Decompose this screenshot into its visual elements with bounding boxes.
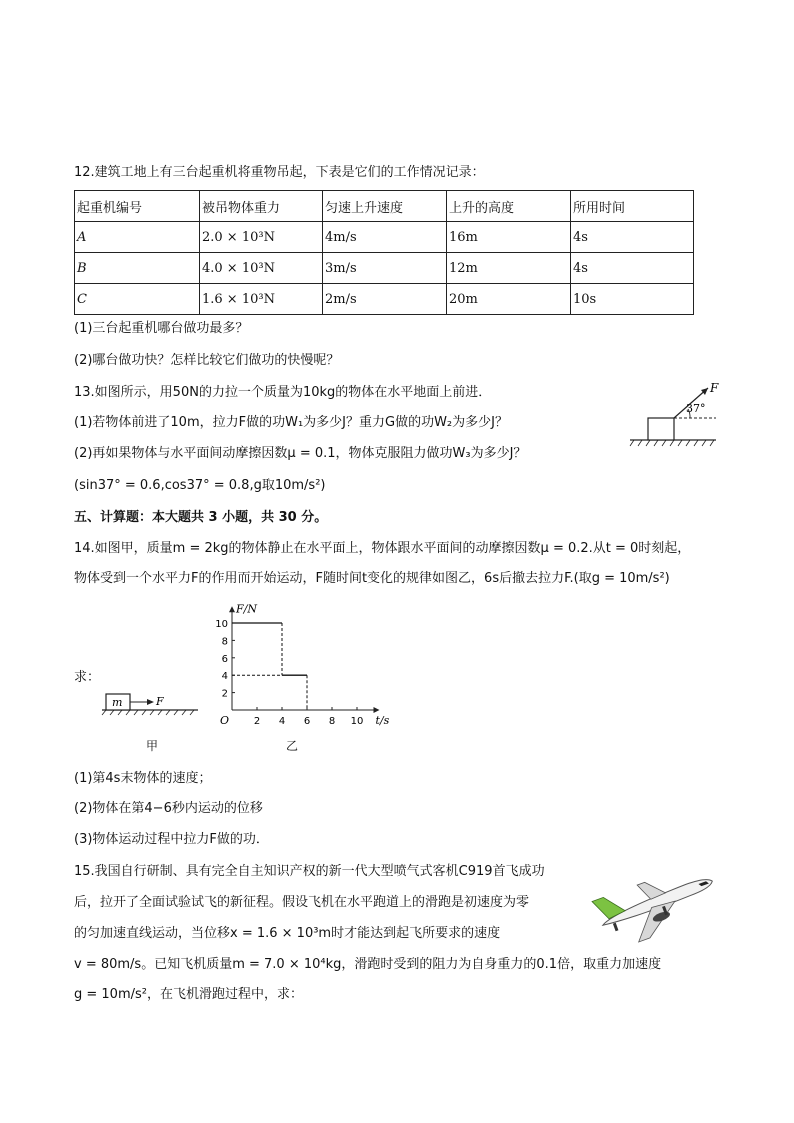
block-label: m	[112, 696, 123, 709]
header-cell: 被吊物体重力	[200, 191, 323, 222]
q15-line2: 后，拉开了全面试验试飞的新征程。假设飞机在水平跑道上的滑跑是初速度为零	[74, 895, 530, 910]
table-cell: 10s	[571, 284, 694, 315]
q13-figure	[628, 380, 718, 450]
header-cell: 上升的高度	[447, 191, 571, 222]
crane-table	[74, 190, 694, 315]
table-cell: A	[75, 222, 200, 253]
q13-stem: 13.如图所示，用50N的力拉一个质量为10kg的物体在水平地面上前进．	[74, 385, 492, 400]
table-cell: 4s	[571, 253, 694, 284]
y-tick-label: 4	[221, 671, 228, 683]
q14-sub2: (2)物体在第4−6秒内运动的位移	[74, 801, 263, 816]
q14-ask: 求：	[74, 670, 101, 685]
y-axis-arrow	[229, 606, 235, 612]
table-cell: 4.0 × 10³N	[200, 253, 323, 284]
q14-stem-line2: 物体受到一个水平力F的作用而开始运动，F随时间t变化的规律如图乙，6s后撤去拉力F.(取g = 10m/s²)	[74, 571, 670, 586]
table-cell: 3m/s	[323, 253, 447, 284]
q12-sub2: (2)哪台做功快？怎样比较它们做功的快慢呢？	[74, 353, 340, 368]
aircraft-image	[590, 862, 720, 942]
q12-sub1: (1)三台起重机哪台做功最多？	[74, 321, 249, 336]
table-cell: 2.0 × 10³N	[200, 222, 323, 253]
q12-stem: 12.建筑工地上有三台起重机将重物吊起，下表是它们的工作情况记录：	[74, 165, 485, 180]
table-row	[75, 284, 694, 315]
ground-hatch	[102, 710, 194, 715]
origin-label: O	[220, 714, 230, 727]
table-cell: B	[75, 253, 200, 284]
header-cell: 起重机编号	[75, 191, 200, 222]
header-cell: 匀速上升速度	[323, 191, 447, 222]
q15-line1: 15.我国自行研制、具有完全自主知识产权的新一代大型喷气式客机C919首飞成功	[74, 864, 545, 879]
y-tick-label: 10	[215, 619, 228, 630]
chart-caption: 乙	[286, 739, 299, 753]
force-label: F	[156, 695, 164, 708]
table-cell: 4m/s	[323, 222, 447, 253]
table-cell: 1.6 × 10³N	[200, 284, 323, 315]
force-label: F	[710, 381, 719, 395]
table-cell: 16m	[447, 222, 571, 253]
y-tick-label: 6	[221, 653, 228, 665]
figure-a-caption: 甲	[146, 739, 159, 753]
header-cell: 所用时间	[571, 191, 694, 222]
table-cell: 20m	[447, 284, 571, 315]
angle-label: 37°	[686, 402, 706, 415]
table-cell: 12m	[447, 253, 571, 284]
q14-sub1: (1)第4s末物体的速度；	[74, 771, 212, 786]
force-time-chart	[208, 602, 388, 732]
table-cell: 4s	[571, 222, 694, 253]
q14-figure-a	[102, 690, 212, 720]
q15-line4: v = 80m/s。已知飞机质量m = 7.0 × 10⁴kg，滑跑时受到的阻力为自身重力的0.1倍，取重力加速度	[74, 957, 662, 972]
q15-line3: 的匀加速直线运动，当位移x = 1.6 × 10³m时才能达到起飞所要求的速度	[74, 926, 501, 941]
q14-sub3: (3)物体运动过程中拉力F做的功．	[74, 832, 269, 847]
table-cell: C	[75, 284, 200, 315]
section-title: 五、计算题：本大题共 3 小题，共 30 分。	[74, 510, 328, 525]
x-axis-label: t/s	[375, 714, 390, 727]
y-tick-label: 8	[221, 636, 228, 648]
y-tick-label: 2	[221, 688, 228, 700]
table-row	[75, 222, 694, 253]
x-tick-label: 2	[253, 716, 261, 727]
q15-line5: g = 10m/s²，在飞机滑跑过程中，求：	[74, 987, 303, 1002]
table-row	[75, 253, 694, 284]
q13-sub2: (2)再如果物体与水平面间动摩擦因数μ = 0.1，物体克服阻力做功W₃为多少J？	[74, 446, 527, 461]
landing-gear	[613, 923, 619, 932]
x-tick-label: 4	[278, 716, 286, 727]
q13-sub1: (1)若物体前进了10m，拉力F做的功W₁为多少J？重力G做的功W₂为多少J？	[74, 415, 508, 430]
x-tick-label: 10	[350, 716, 364, 727]
ground-hatch	[630, 440, 714, 446]
arrow-head	[147, 699, 154, 705]
q13-note: (sin37° = 0.6,cos37° = 0.8,g取10m/s²)	[74, 478, 326, 493]
x-tick-label: 6	[303, 716, 311, 727]
y-axis-label: F/N	[236, 602, 257, 616]
q14-stem-line1: 14.如图甲，质量m = 2kg的物体静止在水平面上，物体跟水平面间的动摩擦因数μ = 0.2.从t = 0时刻起，	[74, 541, 691, 556]
x-tick-label: 8	[328, 716, 336, 727]
block	[648, 418, 674, 440]
x-axis-arrow	[374, 707, 380, 713]
table-cell: 2m/s	[323, 284, 447, 315]
table-header-row	[75, 191, 694, 222]
